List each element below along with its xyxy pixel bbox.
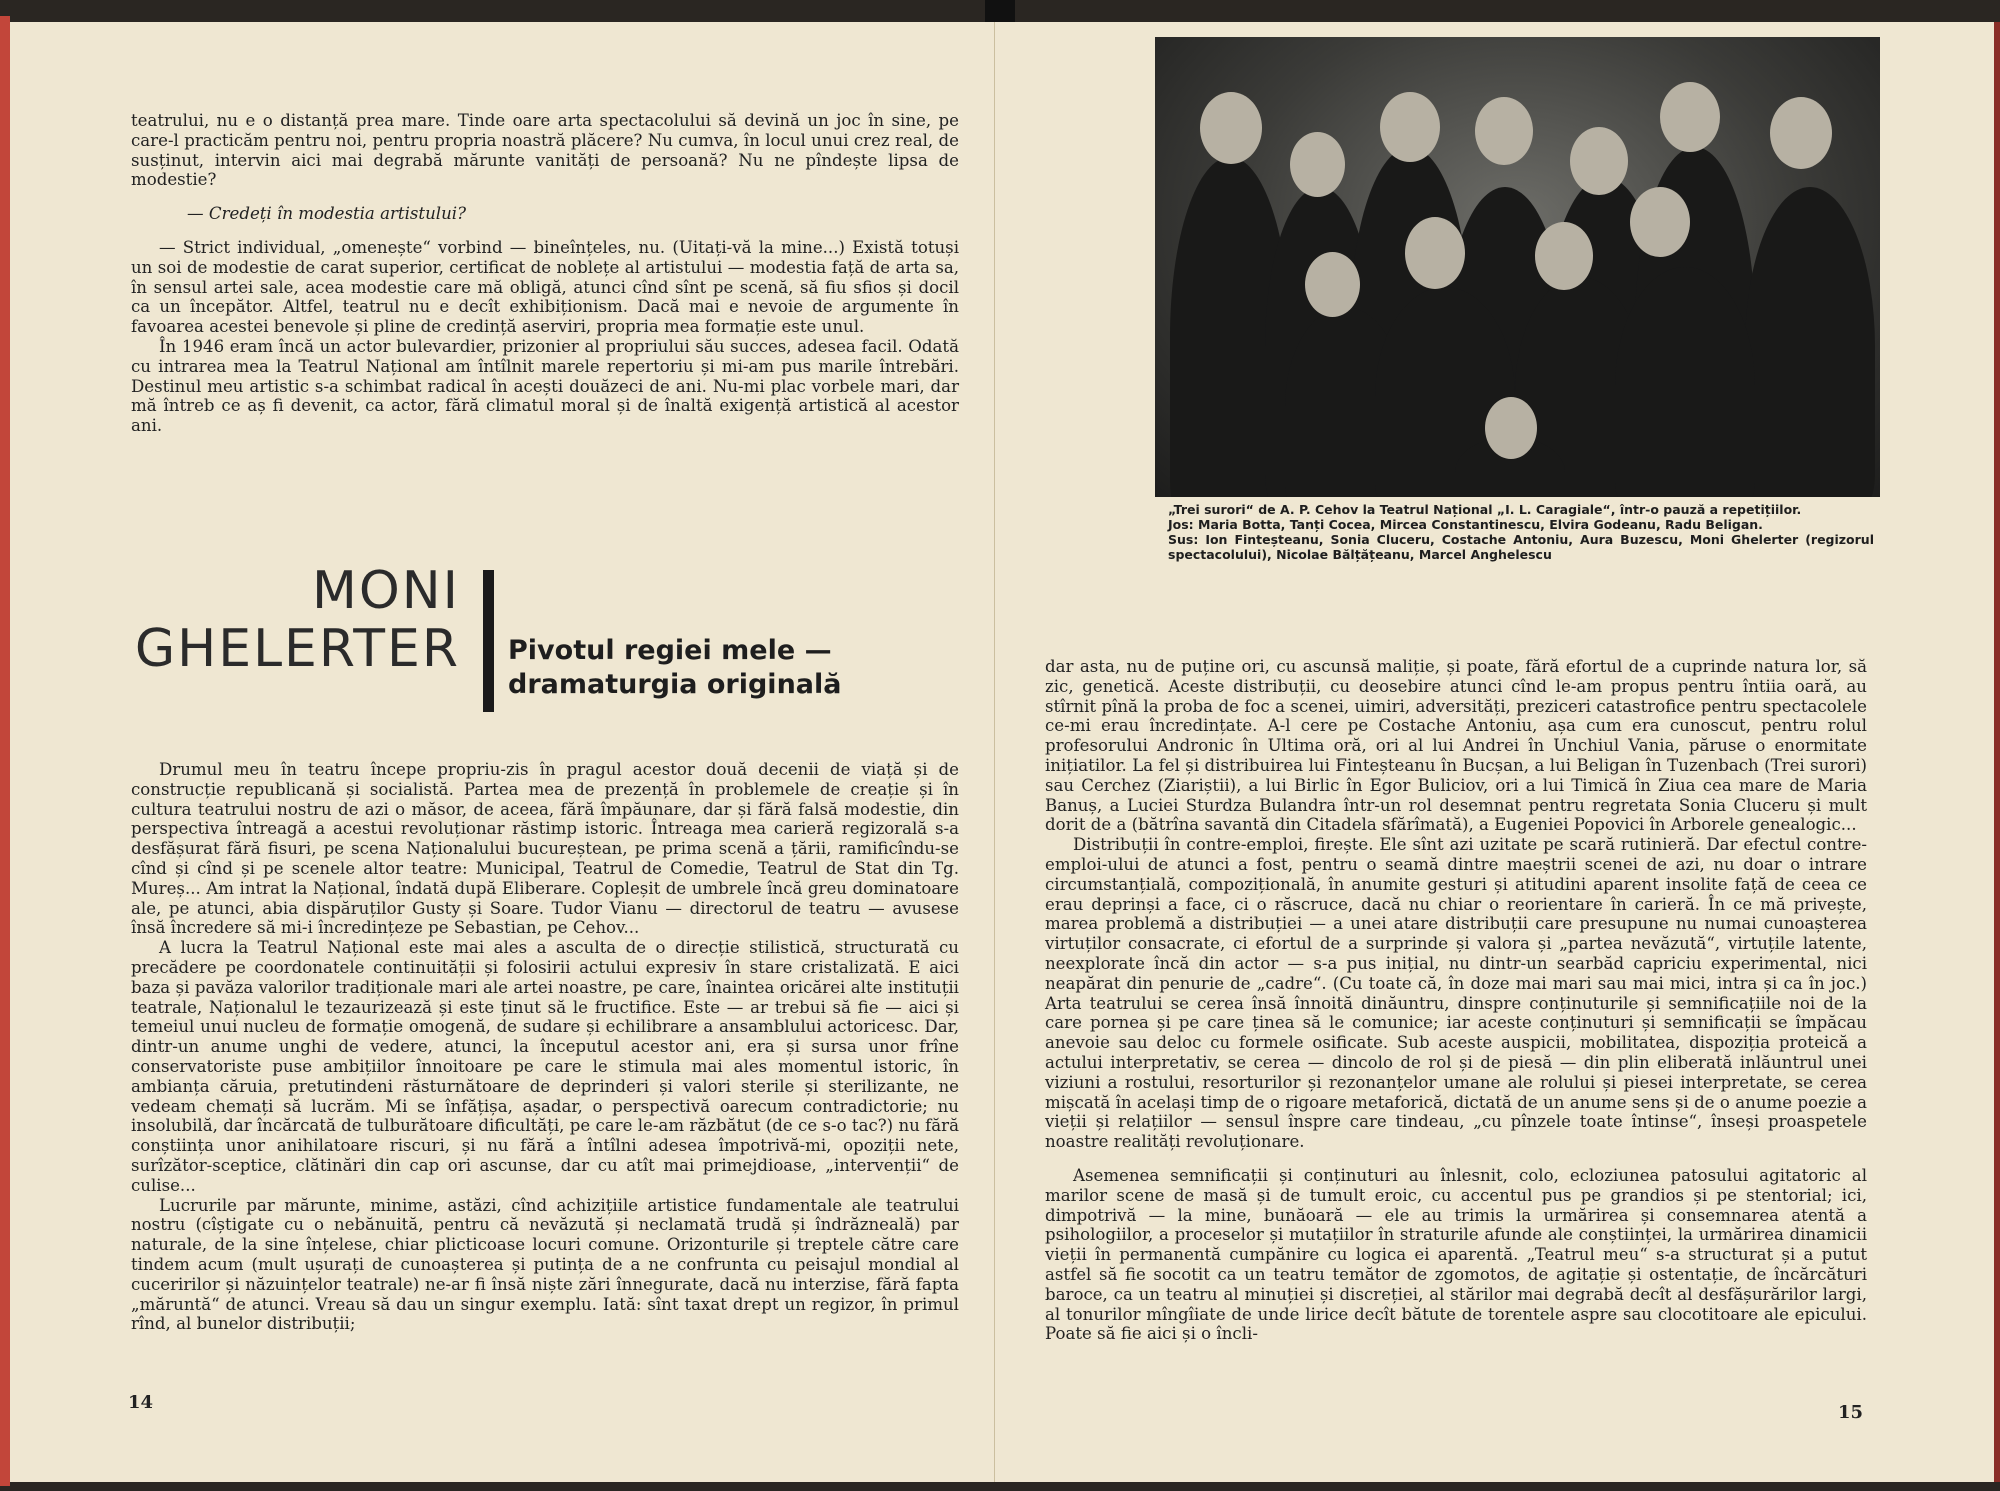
article-text: [131, 760, 959, 1334]
caption-line: „Trei surori“ de A. P. Cehov la Teatrul Național „I. L. Caragiale“, într-o pauză a repetițiilor.: [1168, 502, 1802, 517]
cast-photograph: [1155, 37, 1880, 497]
photo-caption: [1168, 502, 1874, 562]
answer-paragraph: În 1946 eram încă un actor bulevardier, prizonier al propriului său succes, adesea facil. Odată cu intrarea mea la Teatrul Național am întîlnit marele repertoriu și mi-am pus marile întrebări. Destinul meu artistic s-a schimbat radical în acești douăzeci de ani. Nu-mi plac vorbele mari, dar mă întreb ce aș fi devenit, ca actor, fără climatul moral și de înaltă exigență artistică al acestor ani.: [131, 336, 959, 436]
right-article-text: [1045, 657, 1867, 1344]
heading-divider-bar: [483, 570, 494, 712]
page-number: 14: [128, 1392, 154, 1413]
intro-paragraph: teatrului, nu e o distanță prea mare. Tinde oare arta spectacolului să devină un joc în sine, pe care-l practicăm pentru noi, pentru propria noastră plăcere? Nu cumva, în locul unui crez real, de susținut, intervin aici mai degrabă mărunte vanități de persoană? Nu ne pîndește lipsa de modestie?: [131, 111, 959, 190]
article-paragraph: Lucrurile par mărunte, minime, astăzi, cînd achizițiile artistice fundamentale ale teatrului nostru (cîștigate cu o nebănuită, pentru că nevăzută și neclamată trudă și îndrăzneală) par naturale, de la sine înțelese, chiar plicticoase locuri comune. Orizonturile și treptele către care tindem acum (mult ușurați de cunoașterea și putința de a ne confrunta cu peisajul mondial al cuceririlor și năzuințelor teatrale) ne-ar fi însă niște zări înnegurate, dacă nu interzise, fără fapta „măruntă“ de atunci. Vreau să dau un singur exemplu. Iată: sînt taxat drept un regizor, în primul rînd, al bunelor distribuții;: [131, 1195, 959, 1334]
author-name: [130, 562, 460, 678]
article-paragraph: Drumul meu în teatru începe propriu-zis în pragul acestor două decenii de viață și de construcție republicană și socialistă. Partea mea de prezență în problemele de creație și în cultura teatrului nostru de azi o măsor, de aceea, fără împăunare, dar și fără falsă modestie, din perspectiva întreagă a acestui revoluționar răstimp istoric. Întreaga mea carieră regizorală s-a desfășurat fără fisuri, pe scena Naționalului bucureștean, pe prima scenă a țării, ramificîndu-se cînd și cînd și pe scenele altor teatre: Municipal, Teatrul de Comedie, Teatrul de Stat din Tg. Mureș... Am intrat la Național, îndată după Eliberare. Copleșit de umbrele încă greu dominatoare ale, pe atunci, abia dispăruților Gusty și Soare. Tudor Vianu — directorul de teatru — avusese însă încredere să mi-i încredințeze pe Sebastian, pe Cehov...: [131, 760, 959, 938]
left-page: [8, 22, 995, 1482]
interview-question: — Credeți în modestia artistului?: [187, 204, 466, 224]
answer-paragraph: — Strict individual, „omenește“ vorbind — bineînțeles, nu. (Uitați-vă la mine...) Există totuși un soi de modestie de carat superior, certificat de noblețe al artistului — modestia față de arta sa, în sensul artei sale, acea modestie care mă obligă, atunci cînd sînt pe scenă, să fiu sfios și docil ca un începător. Altfel, teatrul nu e decît exhibiționism. Dacă mai e nevoie de argumente în favoarea acestei benevole și pline de credință aserviri, propria mea formație este unul.: [131, 237, 959, 337]
caption-line: Jos: Maria Botta, Tanți Cocea, Mircea Constantinescu, Elvira Godeanu, Radu Beligan.: [1168, 517, 1763, 532]
intro-text: [131, 111, 959, 436]
article-title: Pivotul regiei mele — dramaturgia originală: [508, 635, 842, 700]
page-number: 15: [1838, 1402, 1864, 1423]
article-paragraph: dar asta, nu de puține ori, cu ascunsă maliție, și poate, fără efortul de a cuprinde natura lor, să zic, genetică. Aceste distribuții, cu deosebire atunci cînd le-am propus pentru întiia oară, au stîrnit pînă la proba de foc a scenei, uimiri, adversități, preziceri catastrofice pentru spectacolele ce-mi erau încredințate. A-l cere pe Costache Antoniu, așa cum era cunoscut, pentru rolul profesorului Andronic în Ultima oră, ori al lui Andrei în Unchiul Vania, păruse o enormitate inițiatilor. La fel și distribuirea lui Finteșteanu în Bucșan, a lui Beligan în Tuzenbach (Trei surori) sau Cerchez (Ziariștii), a lui Birlic în Egor Buliciov, ori a lui Timică în Ziua cea mare de Maria Banuș, a Luciei Sturdza Bulandra într-un rol desemnat pentru regretata Sonia Cluceru și mult dorit de a (bătrîna savantă din Citadela sfărîmată), a Eugeniei Popovici în Arborele genealogic...: [1045, 657, 1867, 835]
author-name-line2: GHELERTER: [134, 619, 460, 679]
author-name-line1: MONI: [311, 561, 460, 621]
caption-line: Sus: Ion Finteșteanu, Sonia Cluceru, Costache Antoniu, Aura Buzescu, Moni Ghelerter (regizorul spectacolului), Nicolae Bălțățeanu, Marcel Anghelescu: [1168, 532, 1874, 562]
article-paragraph: Asemenea semnificații și conținuturi au înlesnit, colo, ecloziunea patosului agitatoric al marilor scene de masă și de tumult eroic, cu accentul pus pe grandios și pe stentorial; ici, dimpotrivă — la mine, bunăoară — ele au trimis la urmărirea și consemnarea atentă a psihologiilor, a proceselor și mutațiilor în straturile afunde ale conștiinței, la urmărirea dinamicii vieții în permanentă cumpănire cu logica ei aparentă. „Teatrul meu“ s-a structurat și a putut astfel să fie socotit ca un teatru temător de zgomotos, de agitație și ostentație, de încărcături baroce, ca un teatru al minuției și discreției, al stărilor mai degrabă decît al desfășurărilor largi, al tonurilor mîngîiate de unde lirice decît bătute de torentele aspre sau clocotitoare ale epicului. Poate să fie aici și o încli-: [1045, 1165, 1867, 1344]
article-paragraph: Distribuții în contre-emploi, firește. Ele sînt azi uzitate pe scară rutinieră. Dar efectul contre-emploi-ului de atunci a fost, pentru o seamă dintre maeștrii scenei de azi, nu doar o intrare circumstanțială, compozițională, în anumite gesturi și atitudini aparent insolite față de ceea ce erau deprinși a face, ci o răscruce, dacă nu chiar o reorientare în carieră. În ce mă privește, marea problemă a distribuției — a unei atare distribuții care presupune nu numai cunoașterea virtuților consacrate, ci efortul de a surprinde și valora și „partea nevăzută“, virtuțile latente, neexplorate încă din actor — s-a pus inițial, nu dintr-un searbăd capriciu experimental, nici neapărat din penurie de „cadre“. (Cu toate că, în doze mai mari sau mai mici, intra și ca în joc.) Arta teatrului se cerea însă înnoită dinăuntru, dinspre conținuturile și semnificațiile noi de la care pornea și pe care ținea să le comunice; iar aceste conținuturi și semnificații se împăcau anevoie sau deloc cu formele osificate. Sub aceste auspicii, mobilitatea, dispoziția proteică a actului interpretativ, se cerea — dincolo de rol și de piesă — din plin eliberată inlăuntrul unei viziuni a rostului, resorturilor și rezonanțelor umane ale rolului și piesei interpretate, se cerea mișcată în același timp de o rigoare metaforică, dictată de un anume sens și de o anume poezie a vieții și relațiilor — sensul înspre care tindeau, „cu pînzele toate întinse“, înseși proaspetele noastre realități revoluționare.: [1045, 835, 1867, 1152]
article-paragraph: A lucra la Teatrul Național este mai ales a asculta de o direcție stilistică, structurată cu precădere pe coordonatele continuității și folosirii actului expresiv în stare cristalizată. E aici baza și pavăza valorilor tradiționale mari ale artei noastre, pe care, înaintea oricărei alte instituții teatrale, Naționalul le tezaurizează și este ținut să le fructifice. Este — ar trebui să fie — aici și temeiul unui nucleu de formație omogenă, de sudare și echilibrare a ansamblului actoricesc. Dar, dintr-un anume unghi de vedere, atunci, la începutul acestor ani, era și sursa unor frîne conservatoriste puse ambițiilor înnoitoare pe care le stimula mai ales momentul istoric, în ambianța căruia, pretutindeni răsturnătoare de deprinderi și valori sterile și sterilizante, ne vedeam chemați să lucrăm. Mi se înfățișa, așadar, o perspectivă oarecum contradictorie; nu insolubilă, dar încărcată de tulburătoare dificultăți, pe care le-am răzbătut (de ce s-o tac?) nu fără conștiința unor anihilatoare riscuri, și nu fără a întîlni adesea împotrivă-mi, opoziții nete, surîzător-sceptice, clătinări din cap ori ascunse, dar cu atît mai primejdioase, „intervenții“ de culise...: [131, 938, 959, 1195]
